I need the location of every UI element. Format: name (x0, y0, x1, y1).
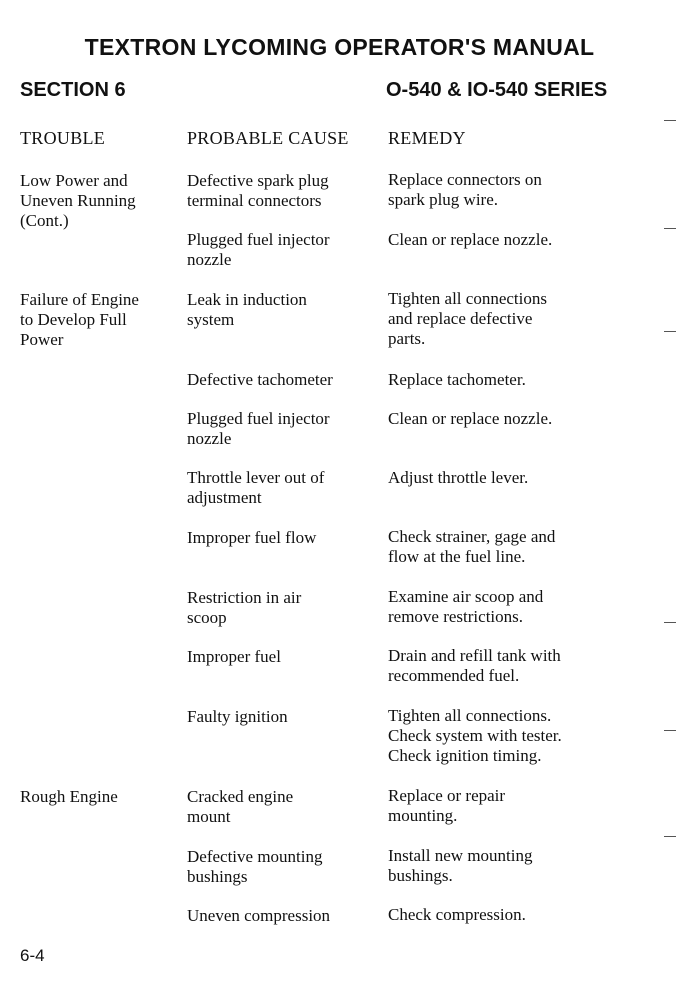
cause-cell: Plugged fuel injector nozzle (187, 230, 330, 269)
cause-cell: Defective mounting bushings (187, 847, 323, 886)
remedy-cell: Install new mounting bushings. (388, 846, 533, 885)
cause-cell: Faulty ignition (187, 707, 288, 726)
edge-mark (664, 730, 676, 731)
cause-cell: Cracked engine mount (187, 787, 294, 826)
section-label: SECTION 6 (20, 79, 126, 101)
remedy-cell: Adjust throttle lever. (388, 468, 529, 487)
remedy-cell: Clean or replace nozzle. (388, 230, 553, 249)
remedy-cell: Tighten all connections. Check system with tester. Check ignition timing. (388, 706, 562, 765)
remedy-cell: Check compression. (388, 905, 526, 924)
cause-cell: Defective tachometer (187, 370, 333, 389)
edge-mark (664, 120, 676, 121)
edge-mark (664, 228, 676, 229)
edge-mark (664, 622, 676, 623)
remedy-cell: Replace connectors on spark plug wire. (388, 170, 542, 209)
manual-title: TEXTRON LYCOMING OPERATOR'S MANUAL (84, 34, 595, 60)
cause-cell: Restriction in air scoop (187, 588, 302, 627)
cause-cell: Improper fuel flow (187, 528, 317, 547)
remedy-cell: Clean or replace nozzle. (388, 409, 553, 428)
cause-cell: Throttle lever out of adjustment (187, 468, 325, 507)
remedy-cell: Drain and refill tank with recommended fuel. (388, 646, 561, 685)
remedy-cell: Replace or repair mounting. (388, 786, 506, 825)
remedy-cell: Replace tachometer. (388, 370, 526, 389)
trouble-cell: Low Power and Uneven Running (Cont.) (20, 171, 136, 230)
remedy-cell: Examine air scoop and remove restrictions. (388, 587, 544, 626)
column-header-cause: PROBABLE CAUSE (187, 128, 349, 148)
cause-cell: Improper fuel (187, 647, 281, 666)
cause-cell: Uneven compression (187, 906, 331, 925)
trouble-cell: Failure of Engine to Develop Full Power (20, 290, 139, 349)
page-number: 6-4 (20, 946, 45, 965)
cause-cell: Leak in induction system (187, 290, 307, 329)
edge-mark (664, 331, 676, 332)
trouble-cell: Rough Engine (20, 787, 118, 806)
remedy-cell: Check strainer, gage and flow at the fuel line. (388, 527, 556, 566)
column-header-trouble: TROUBLE (20, 128, 106, 148)
engine-series-label: O-540 & IO-540 SERIES (386, 79, 608, 101)
edge-mark (664, 836, 676, 837)
cause-cell: Defective spark plug terminal connectors (187, 171, 329, 210)
remedy-cell: Tighten all connections and replace defective parts. (388, 289, 547, 348)
column-header-remedy: REMEDY (388, 128, 466, 148)
cause-cell: Plugged fuel injector nozzle (187, 409, 330, 448)
